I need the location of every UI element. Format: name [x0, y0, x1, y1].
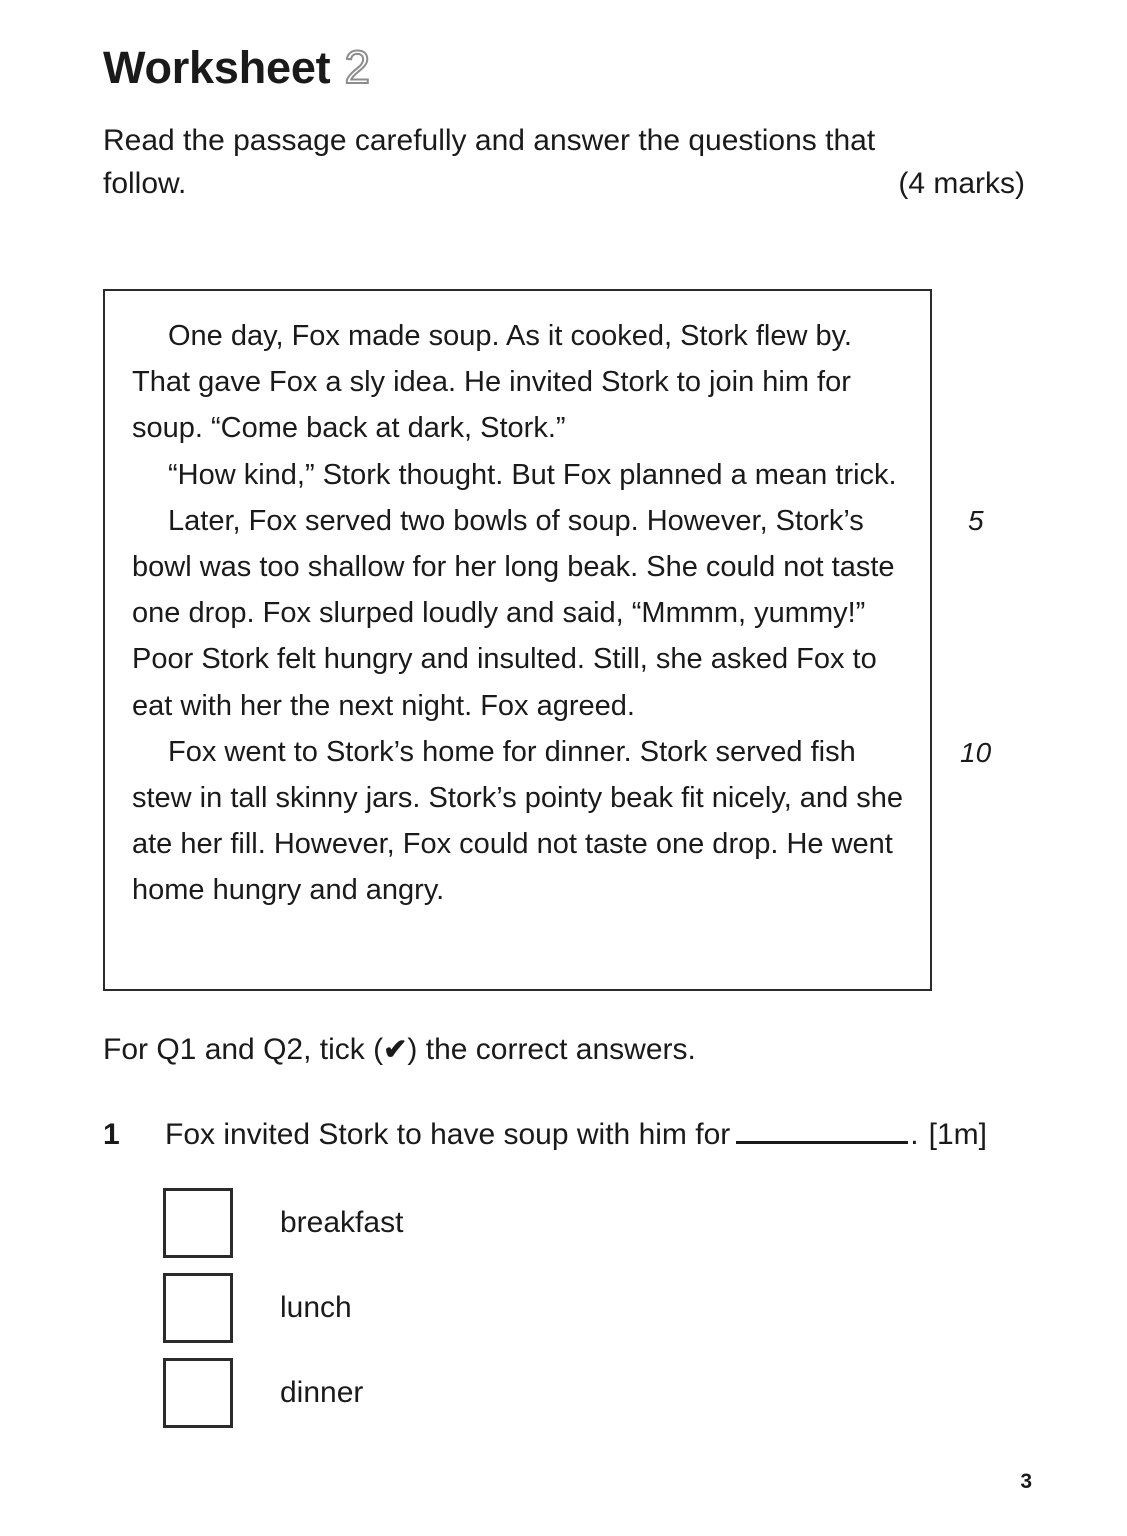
question-1-options [163, 1180, 403, 1435]
tick-instruction-after: ) the correct answers. [407, 1033, 696, 1066]
tick-instruction [103, 1030, 696, 1070]
option-label: lunch [280, 1290, 352, 1324]
option-label: dinner [280, 1375, 364, 1409]
passage-paragraph: Fox went to Stork’s home for dinner. Stork served fish stew in tall skinny jars. Stork’s pointy beak fit nicely, and she ate her fill. However, Fox could not taste one drop. He went home hungry and angry. [132, 735, 904, 907]
option-label: breakfast [280, 1205, 404, 1239]
instruction-line-1: Read the passage carefully and answer the questions that [103, 124, 876, 157]
answer-blank-input[interactable] [736, 1123, 908, 1144]
line-number-5: 5 [968, 505, 984, 536]
checkbox-lunch[interactable] [163, 1273, 233, 1343]
line-number-10: 10 [960, 737, 992, 768]
option-lunch[interactable] [163, 1265, 403, 1350]
question-1-stem: Fox invited Stork to have soup with him for [165, 1118, 731, 1151]
question-1-number: 1 [103, 1118, 120, 1151]
tick-instruction-before: For Q1 and Q2, tick ( [103, 1033, 384, 1066]
question-1-row [103, 1115, 1028, 1154]
page-title [103, 41, 371, 93]
check-icon: ✔ [383, 1034, 408, 1066]
passage-text [105, 291, 930, 914]
question-1-marks: [1m] [928, 1118, 987, 1151]
instruction-line-2-row [103, 163, 1025, 206]
question-1-text-row [165, 1115, 987, 1154]
page-title-text: Worksheet [103, 42, 331, 93]
option-breakfast[interactable] [163, 1180, 403, 1265]
instruction-block [103, 120, 1025, 205]
worksheet-number: 2 [344, 41, 371, 93]
passage-box [103, 289, 932, 991]
marks-label: (4 marks) [898, 166, 1025, 200]
option-dinner[interactable] [163, 1350, 403, 1435]
page-number: 3 [1020, 1470, 1032, 1493]
checkbox-dinner[interactable] [163, 1358, 233, 1428]
instruction-line-2: follow. [103, 166, 187, 200]
passage-paragraph: One day, Fox made soup. As it cooked, Stork flew by. That gave Fox a sly idea. He invited Stork to join him for soup. “Come back at dark, Stork.” [132, 320, 852, 445]
passage-paragraph: Later, Fox served two bowls of soup. However, Stork’s bowl was too shallow for her long beak. She could not taste one drop. Fox slurped loudly and said, “Mmmm, yummy!” Poor Stork felt hungry and insulted. Still, she asked Fox to eat with her the next night. Fox agreed. [132, 504, 895, 722]
passage-paragraph: “How kind,” Stork thought. But Fox planned a mean trick. [168, 458, 897, 491]
question-1-period: . [910, 1118, 919, 1151]
checkbox-breakfast[interactable] [163, 1188, 233, 1258]
question-1 [103, 1115, 1028, 1154]
